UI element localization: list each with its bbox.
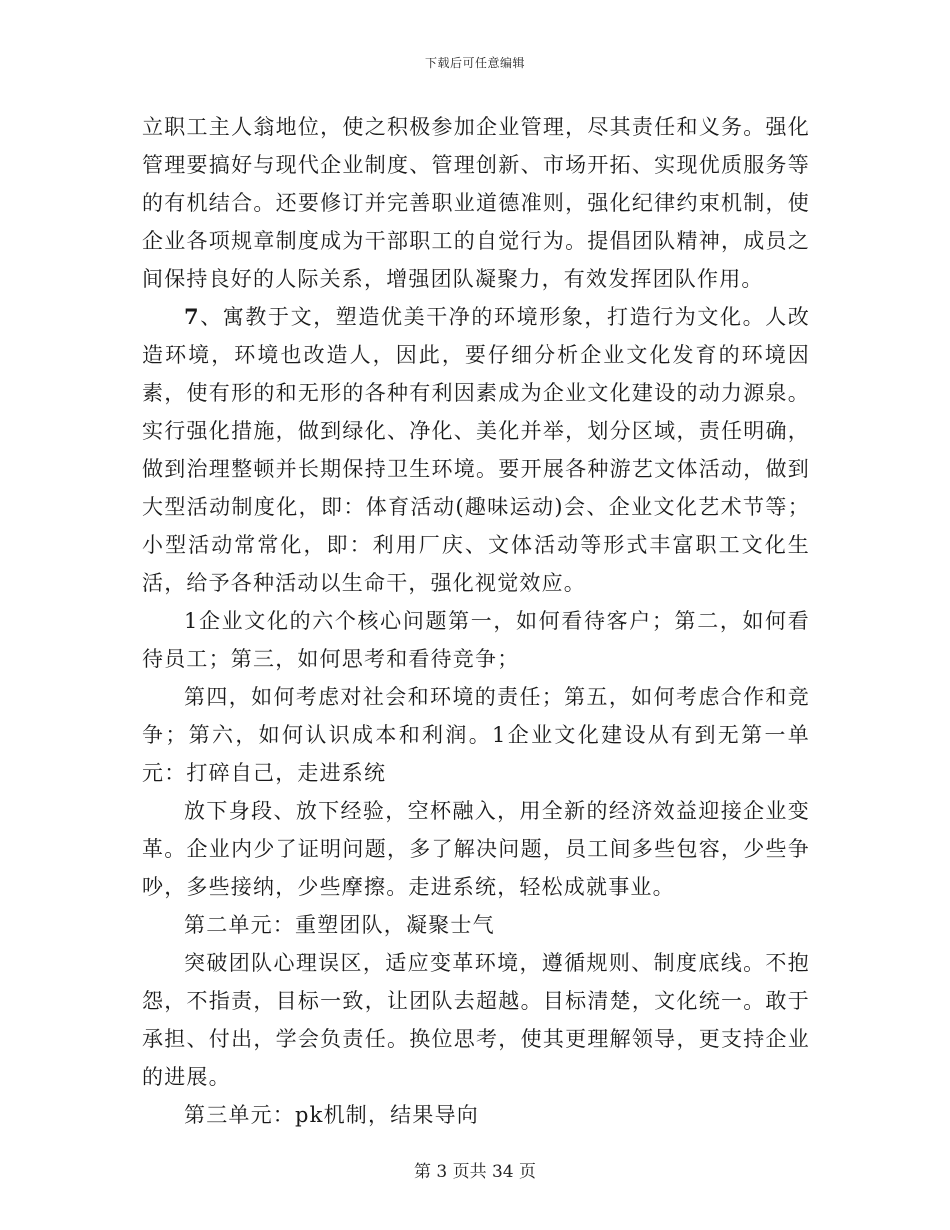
document-body xyxy=(142,108,810,1134)
paragraph-continuation: 立职工主人翁地位，使之积极参加企业管理，尽其责任和义务。强化管理要搞好与现代企业制度、管理创新、市场开拓、实现优质服务等的有机结合。还要修订并完善职业道德准则，强化纪律约束机制，使企业各项规章制度成为干部职工的自觉行为。提倡团队精神，成员之间保持良好的人际关系，增强团队凝聚力，有效发挥团队作用。 xyxy=(142,115,810,291)
paragraph-unit-1-body: 放下身段、放下经验，空杯融入，用全新的经济效益迎接企业变革。企业内少了证明问题，多了解决问题，员工间多些包容，少些争吵，多些接纳，少些摩擦。走进系统，轻松成就事业。 xyxy=(142,799,810,899)
heading-unit-3: 第三单元：pk机制，结果导向 xyxy=(184,1103,479,1127)
paragraph-unit-2-body: 突破团队心理误区，适应变革环境，遵循规则、制度底线。不抱怨，不指责，目标一致，让团队去超越。目标清楚，文化统一。敢于承担、付出，学会负责任。换位思考，使其更理解领导，更支持企业的进展。 xyxy=(142,951,810,1089)
paragraph-text: 、寓教于文，塑造优美干净的环境形象，打造行为文化。人改造环境，环境也改造人，因此，要仔细分析企业文化发育的环境因素，使有形的和无形的各种有利因素成为企业文化建设的动力源泉。实行强化措施，做到绿化、净化、美化并举，划分区域，责任明确，做到治理整顿并长期保持卫生环境。要开展各种游艺文体活动，做到大型活动制度化，即：体育活动(趣味运动)会、企业文化艺术节等；小型活动常常化，即：利用厂庆、文体活动等形式丰富职工文化生活，给予各种活动以生命干，强化视觉效应。 xyxy=(142,305,810,595)
paragraph-core-questions: 1企业文化的六个核心问题第一，如何看待客户；第二，如何看待员工；第三，如何思考和看待竞争； xyxy=(142,609,810,671)
page-number: 第 3 页共 34 页 xyxy=(413,1162,537,1182)
paragraph-core-questions-cont: 第四，如何考虑对社会和环境的责任；第五，如何考虑合作和竞争；第六，如何认识成本和利润。1企业文化建设从有到无第一单元：打碎自己，走进系统 xyxy=(142,685,810,785)
download-note: 下载后可任意编辑 xyxy=(424,56,525,70)
item-number: 7 xyxy=(184,304,200,329)
paragraph-item-7 xyxy=(142,298,810,602)
heading-unit-2: 第二单元：重塑团队，凝聚士气 xyxy=(184,913,495,937)
